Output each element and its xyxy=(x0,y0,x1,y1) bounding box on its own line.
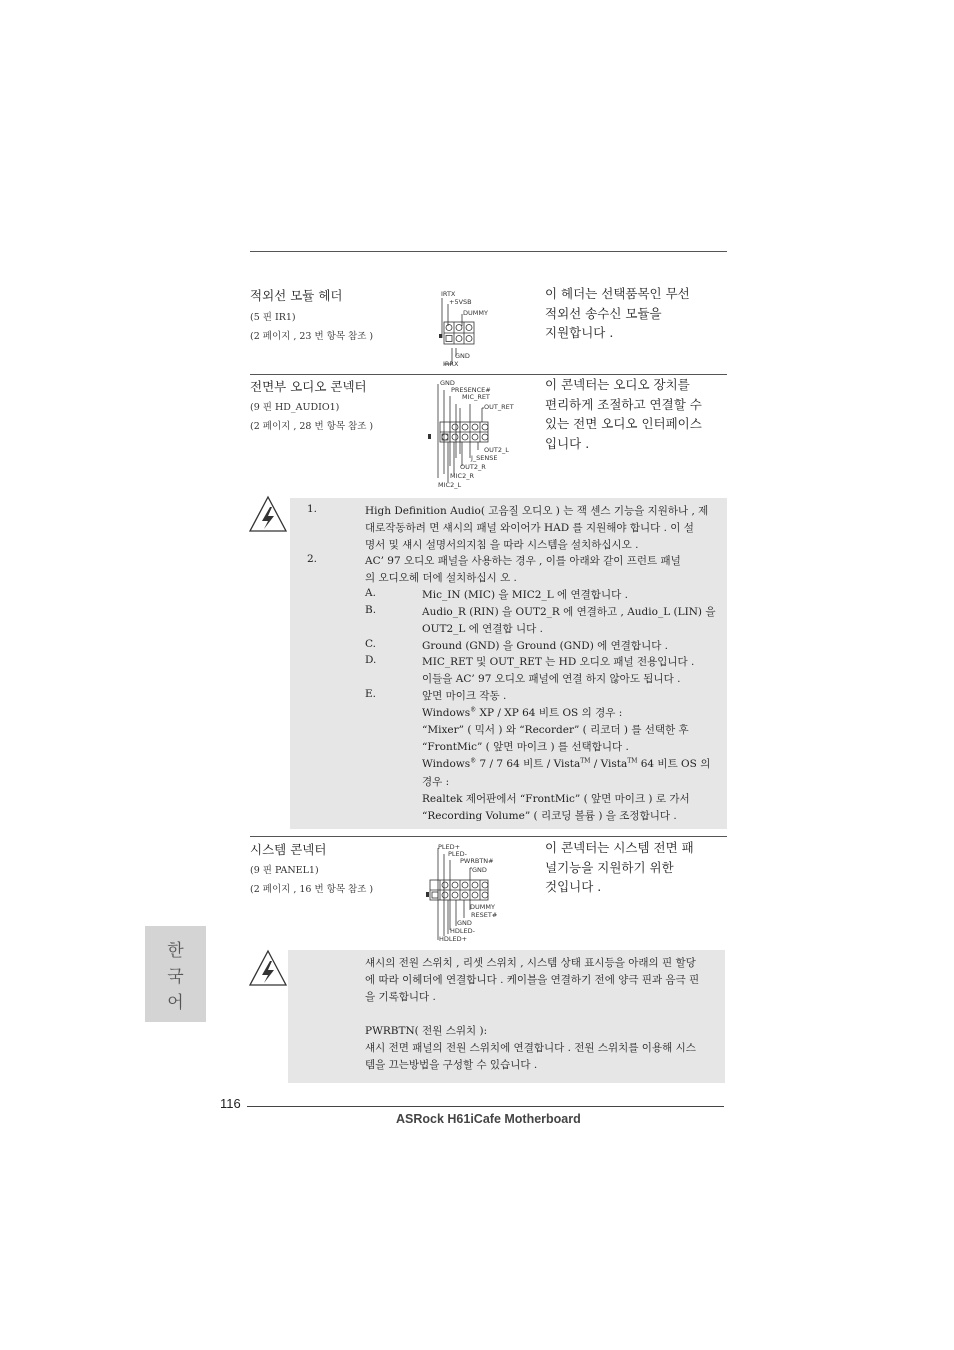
ir-pin-ref: (5 핀 IR1) xyxy=(250,312,296,323)
audio-title: 전면부 오디오 콘넥터 xyxy=(250,379,367,394)
audio-pin-label: J_SENSE xyxy=(471,454,498,462)
warning-icon xyxy=(248,948,288,988)
panel-pin-label: RESET# xyxy=(471,911,498,919)
note-text: Ground (GND) 을 Ground (GND) 에 연결합니다 . xyxy=(422,640,669,652)
ir-pin-label: IRRX xyxy=(443,360,459,368)
ir-page-ref: (2 페이지 , 23 번 항목 참조 ) xyxy=(250,331,374,342)
note-text: 경우 : xyxy=(422,776,450,788)
ir-pin-label: DUMMY xyxy=(463,309,488,317)
note-text: 명서 및 섀시 설명서의지침 을 따라 시스템을 설치하십시오 . xyxy=(365,539,639,551)
audio-pin-label: MIC2_R xyxy=(450,472,474,480)
audio-page-ref: (2 페이지 , 28 번 항목 참조 ) xyxy=(250,421,374,432)
language-side-tab: 한 국 어 xyxy=(145,926,206,1022)
note-text: “FrontMic” ( 앞면 마이크 ) 를 선택합니다 . xyxy=(422,741,629,753)
audio-pin-label: OUT2_L xyxy=(484,446,509,454)
note-heading: PWRBTN( 전원 스위치 ): xyxy=(365,1025,488,1037)
note-letter: C. xyxy=(365,638,376,650)
ir-pin-diagram xyxy=(438,290,528,368)
note-text: “Mixer” ( 믹서 ) 와 “Recorder” ( 리코더 ) 를 선택한 후 xyxy=(422,724,689,736)
audio-description: 이 콘넥터는 오디오 장치를 편리하게 조절하고 연결할 수 있는 전면 오디오 인터페이스 입니다 . xyxy=(545,377,702,451)
note-text: OUT2_L 에 연결합 니다 . xyxy=(422,623,543,635)
audio-pin-ref: (9 핀 HD_AUDIO1) xyxy=(250,402,340,413)
note-text: Audio_R (RIN) 을 OUT2_R 에 연결하고 , Audio_L (LIN) 을 xyxy=(422,606,716,618)
top-rule xyxy=(250,251,727,252)
section-rule xyxy=(250,836,727,837)
audio-pin-label: MIC_RET xyxy=(462,393,490,401)
footer-rule xyxy=(247,1106,724,1107)
panel-description: 이 콘넥터는 시스템 전면 패 널기능을 지원하기 위한 것입니다 . xyxy=(545,840,694,894)
note-letter: B. xyxy=(365,604,377,616)
audio-pin-label: MIC2_L xyxy=(438,481,462,489)
note-text: 을 기록합니다 . xyxy=(365,991,436,1003)
audio-pin-label: OUT_RET xyxy=(484,403,514,411)
ir-description: 이 헤더는 선택품목인 무선 적외선 송수신 모듈을 지원합니다 . xyxy=(545,286,690,340)
note-text: 대로작동하려 면 섀시의 패널 와이어가 HAD 를 지원해야 합니다 . 이 설 xyxy=(365,522,694,534)
note-text: AC’ 97 오디오 패널을 사용하는 경우 , 이를 아래와 같이 프런트 패널 xyxy=(365,555,681,567)
note-text: 이들을 AC’ 97 오디오 패널에 연결 하지 않아도 됩니다 . xyxy=(422,673,681,685)
note-text: 에 따라 이헤더에 연결합니다 . 케이블을 연결하기 전에 양극 핀과 음극 핀 xyxy=(365,974,700,986)
panel-pin-label: PLED- xyxy=(448,850,467,858)
audio-pin-diagram xyxy=(426,378,536,490)
ir-pin-label: IRTX xyxy=(441,290,456,298)
note-text: MIC_RET 및 OUT_RET 는 HD 오디오 패널 전용입니다 . xyxy=(422,656,695,668)
note-text: Windows® 7 / 7 64 비트 / Vista™ / Vista™ 64 비트 OS 의 xyxy=(422,757,711,770)
note-number: 1. xyxy=(307,503,318,515)
note-text: High Definition Audio( 고음질 오디오 ) 는 잭 센스 기능을 지원하나 , 제 xyxy=(365,505,709,517)
warning-icon xyxy=(248,494,288,534)
note-text: Realtek 제어판에서 “FrontMic” ( 앞면 마이크 ) 로 가서 xyxy=(422,793,690,805)
ir-pin-label: GND xyxy=(455,352,470,360)
note-text: 앞면 마이크 작동 . xyxy=(422,690,507,702)
note-letter: A. xyxy=(365,587,376,599)
note-number: 2. xyxy=(307,553,318,565)
panel-pin-ref: (9 핀 PANEL1) xyxy=(250,865,319,876)
panel-pin-label: HDLED- xyxy=(450,927,475,935)
note-letter: D. xyxy=(365,654,377,666)
note-text: 의 오디오헤 더에 설치하십시 오 . xyxy=(365,572,517,584)
note-text: “Recording Volume” ( 리코딩 볼륨 ) 을 조정합니다 . xyxy=(422,810,677,822)
panel-pin-diagram xyxy=(426,842,536,946)
note-text: Windows® XP / XP 64 비트 OS 의 경우 : xyxy=(422,706,623,719)
panel-pin-label: GND xyxy=(457,919,472,927)
footer-title: ASRock H61iCafe Motherboard xyxy=(396,1112,581,1126)
panel-pin-label: GND xyxy=(472,866,487,874)
audio-pin-label: GND xyxy=(440,379,455,387)
note-text: 섀시의 전원 스위치 , 리셋 스위치 , 시스템 상태 표시등을 아래의 핀 할당 xyxy=(365,957,696,969)
note-letter: E. xyxy=(365,688,377,700)
panel-title: 시스템 콘넥터 xyxy=(250,842,327,857)
panel-pin-label: DUMMY xyxy=(470,903,495,911)
note-text: 섀시 전면 패널의 전원 스위치에 연결합니다 . 전원 스위치를 이용해 시스 xyxy=(365,1042,696,1054)
note-text: Mic_IN (MIC) 을 MIC2_L 에 연결합니다 . xyxy=(422,589,628,601)
panel-pin-label: PLED+ xyxy=(438,843,461,851)
audio-pin-label: PRESENCE# xyxy=(451,386,491,394)
page-number: 116 xyxy=(220,1096,241,1111)
note-text: 템을 끄는방법을 구성할 수 있습니다 . xyxy=(365,1059,538,1071)
panel-pin-label: PWRBTN# xyxy=(460,857,494,865)
ir-title: 적외선 모듈 헤더 xyxy=(250,288,343,303)
audio-pin-label: OUT2_R xyxy=(460,463,486,471)
ir-pin-label: +5VSB xyxy=(449,298,472,306)
panel-page-ref: (2 페이지 , 16 번 항목 참조 ) xyxy=(250,884,374,895)
panel-pin-label: HDLED+ xyxy=(439,935,468,943)
